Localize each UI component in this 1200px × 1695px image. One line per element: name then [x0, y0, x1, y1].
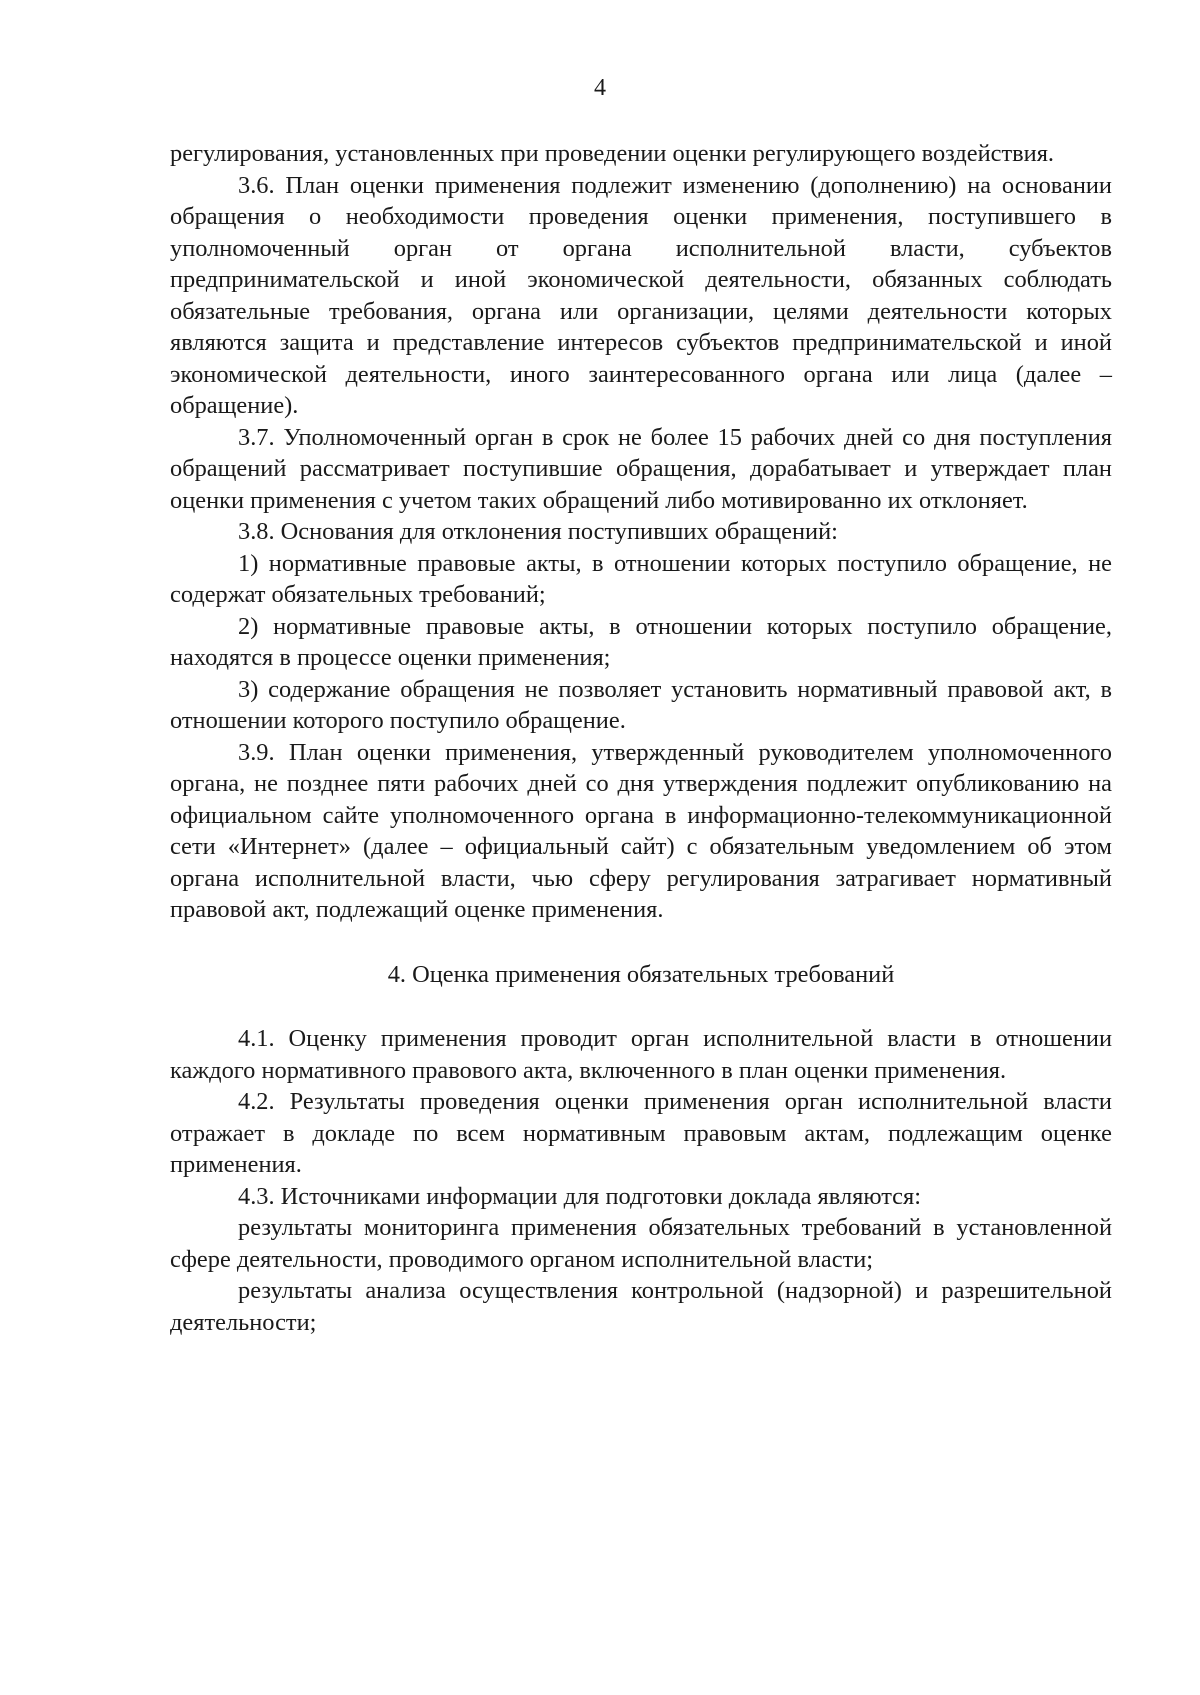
paragraph-4-1: 4.1. Оценку применения проводит орган исполнительной власти в отношении каждого нормативного правового акта, включенного в план оценки применения.: [170, 1025, 1112, 1084]
list-item-3: 3) содержание обращения не позволяет установить нормативный правовой акт, в отношении которого поступило обращение.: [170, 675, 1112, 734]
page-number: 4: [594, 75, 606, 101]
paragraph-3-8: 3.8. Основания для отклонения поступивших обращений:: [238, 518, 838, 545]
list-item-1: 1) нормативные правовые акты, в отношении которых поступило обращение, не содержат обязательных требований;: [170, 549, 1112, 608]
source-item-monitoring: результаты мониторинга применения обязательных требований в установленной сфере деятельности, проводимого органом исполнительной власти;: [170, 1214, 1112, 1273]
paragraph-4-3: 4.3. Источниками информации для подготовки доклада являются:: [238, 1182, 922, 1210]
paragraph-4-2: 4.2. Результаты проведения оценки применения орган исполнительной власти отражает в докладе по всем нормативным правовым актам, подлежащим оценке применения.: [170, 1088, 1112, 1178]
paragraph-3-6: 3.6. План оценки применения подлежит изменению (дополнению) на основании обращения о необходимости проведения оценки применения, поступившего в уполномоченный орган от органа исполнительной власти, субъектов предпринимательской и иной экономической деятельности, обязанных соблюдать обязательные требования, органа или организации, целями деятельности которых являются защита и представление интересов субъектов предпринимательской и иной экономической деятельности, иного заинтересованного органа или лица (далее – обращение).: [170, 171, 1112, 419]
source-item-control: результаты анализа осуществления контрольной (надзорной) и разрешительной деятельности;: [170, 1277, 1112, 1336]
paragraph-3-7: 3.7. Уполномоченный орган в срок не более 15 рабочих дней со дня поступления обращений рассматривает поступившие обращения, дорабатывает и утверждает план оценки применения с учетом таких обращений либо мотивированно их отклоняет.: [170, 423, 1112, 514]
list-item-2: 2) нормативные правовые акты, в отношении которых поступило обращение, находятся в процессе оценки применения;: [170, 612, 1112, 671]
document-body: [170, 138, 1112, 1338]
paragraph-continuation: регулирования, установленных при проведении оценки регулирующего воздействия.: [170, 140, 1055, 167]
section-heading: 4. Оценка применения обязательных требований: [387, 960, 895, 988]
paragraph-3-9: 3.9. План оценки применения, утвержденный руководителем уполномоченного органа, не позднее пяти рабочих дней со дня утверждения подлежит опубликованию на официальном сайте уполномоченного органа в информационно-телекоммуникационной сети «Интернет» (далее – официальный сайт) с обязательным уведомлением об этом органа исполнительной власти, чью сферу регулирования затрагивает нормативный правовой акт, подлежащий оценке применения.: [170, 738, 1112, 923]
